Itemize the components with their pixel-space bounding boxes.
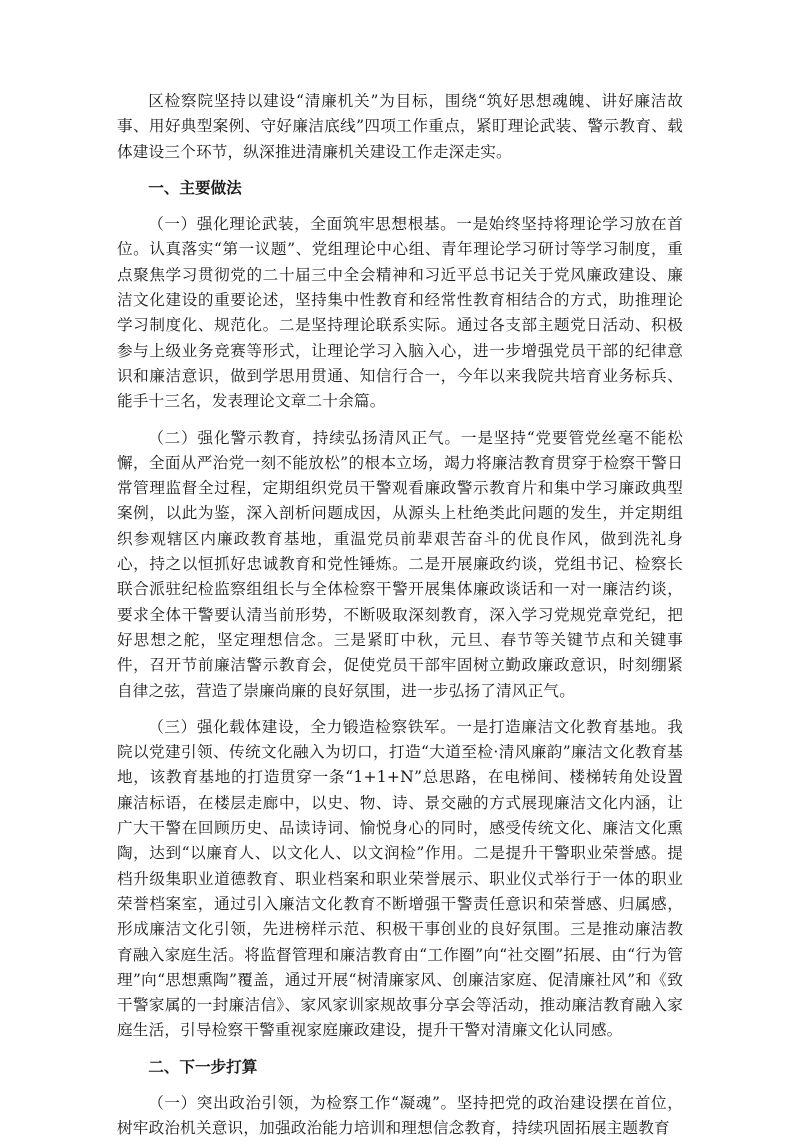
paragraph-theory-study: （一）强化理论武装，全面筑牢思想根基。一是始终坚持将理论学习放在首位。认真落实“第一议题”、党组理论中心组、青年理论学习研讨等学习制度，重点聚焦学习贯彻党的二十届三中全会精神和习近平总书记关于党风廉政建设、廉洁文化建设的重要论述，坚持集中性教育和经常性教育相结合的方式，助推理论学习制度化、规范化。二是坚持理论联系实际。通过各支部主题党日活动、积极参与上级业务竞赛等形式，让理论学习入脑入心，进一步增强党员干部的纪律意识和廉洁意识，做到学思用贯通、知信行合一，今年以来我院共培育业务标兵、能手十三名，发表理论文章二十余篇。 xyxy=(117,215,683,411)
section-heading-main-practices: 一、主要做法 xyxy=(148,178,242,197)
paragraph-warning-education: （二）强化警示教育，持续弘扬清风正气。一是坚持“党要管党丝毫不能松懈，全面从严治党一刻不能放松”的根本立场，竭力将廉洁教育贯穿于检察干警日常管理监督全过程，定期组织党员干警观看廉政警示教育片和集中学习廉政典型案例，以此为鉴，深入剖析问题成因，从源头上杜绝类此问题的发生，并定期组织参观辖区内廉政教育基地，重温党员前辈艰苦奋斗的优良作风，做到洗礼身心，持之以恒抓好忠诚教育和党性锤炼。二是开展廉政约谈，党组书记、检察长联合派驻纪检监察组组长与全体检察干警开展集体廉政谈话和一对一廉洁约谈，要求全体干警要认清当前形势，不断吸取深刻教育，深入学习党规党章党纪，把好思想之舵，坚定理想信念。三是紧盯中秋，元旦、春节等关键节点和关键事件，召开节前廉洁警示教育会，促使党员干部牢固树立勤政廉政意识，时刻绷紧自律之弦，营造了崇廉尚廉的良好氛围，进一步弘扬了清风正气。 xyxy=(117,428,683,700)
document-page xyxy=(117,89,683,1142)
section-heading-next-steps: 二、下一步打算 xyxy=(148,1057,258,1076)
paragraph-carrier-construction: （三）强化载体建设，全力锻造检察铁军。一是打造廉洁文化教育基地。我院以党建引领、传统文化融入为切口，打造“大道至检·清风廉韵”廉洁文化教育基地，该教育基地的打造贯穿一条“1+1+N”总思路，在电梯间、楼梯转角处设置廉洁标语，在楼层走廊中，以史、物、诗、景交融的方式展现廉洁文化内涵，让广大干警在回顾历史、品读诗词、愉悦身心的同时，感受传统文化、廉洁文化熏陶，达到“以廉育人、以文化人、以文润检”作用。二是提升干警职业荣誉感。提档升级集职业道德教育、职业档案和职业荣誉展示、职业仪式举行于一体的职业荣誉档案室，通过引入廉洁文化教育不断增强干警责任意识和荣誉感、归属感，形成廉洁文化引领，先进榜样示范、积极干事创业的良好氛围。三是推动廉洁教育融入家庭生活。将监督管理和廉洁教育由“工作圈”向“社交圈”拓展、由“行为管理”向“思想熏陶”覆盖，通过开展“树清廉家风、创廉洁家庭、促清廉社风”和《致干警家属的一封廉洁信》、家风家训家规故事分享会等活动，推动廉洁教育融入家庭生活，引导检察干警重视家庭廉政建设，提升干警对清廉文化认同感。 xyxy=(117,717,683,1040)
intro-paragraph: 区检察院坚持以建设“清廉机关”为目标，围绕“筑好思想魂魄、讲好廉洁故事、用好典型案例、守好廉洁底线”四项工作重点，紧盯理论武装、警示教育、载体建设三个环节，纵深推进清廉机关建设工作走深走实。 xyxy=(117,92,683,161)
paragraph-political-leadership: （一）突出政治引领，为检察工作“凝魂”。坚持把党的政治建设摆在首位，树牢政治机关意识，加强政治能力培训和理想信念教育，持续巩固拓展主题教育 xyxy=(117,1093,683,1138)
